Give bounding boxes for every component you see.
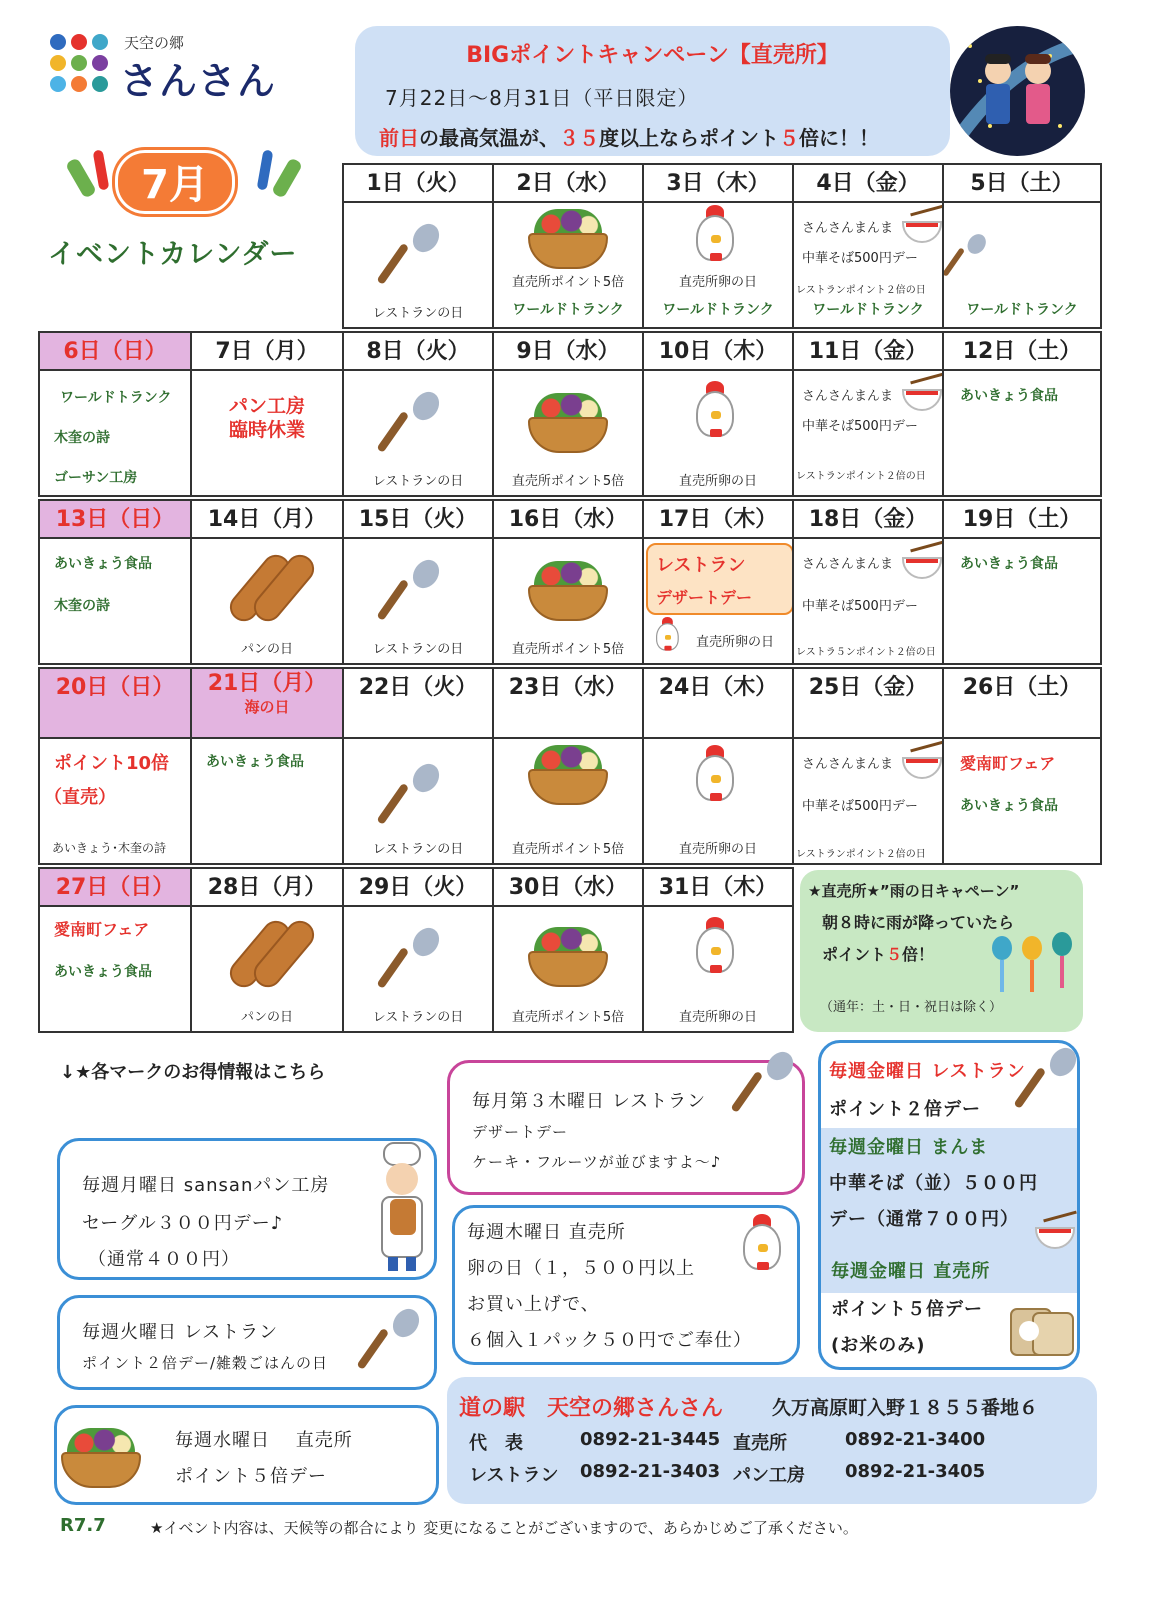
third-thursday-dessert-info: [447, 1060, 805, 1195]
logo-dot: [50, 55, 66, 71]
day-header: 8日（火）: [342, 331, 494, 371]
day-header: 25日（金）: [792, 667, 944, 739]
event-label: パンの日: [240, 1010, 293, 1025]
info-line: ポイント２倍デー/雑穀ごはんの日: [82, 1354, 329, 1372]
event-label: あいきょう食品: [960, 556, 1058, 572]
day-header: 31日（木）: [642, 867, 794, 907]
event-label: レストランポイント２倍の日: [796, 849, 926, 860]
day-cell-24: [642, 737, 794, 865]
event-label: ワールドトランク: [812, 302, 924, 318]
spoon-icon: [390, 559, 440, 629]
station-name: 道の駅 天空の郷さんさん: [459, 1396, 724, 1421]
day-header: 22日（火）: [342, 667, 494, 739]
tuesday-restaurant-info: [57, 1295, 437, 1390]
info-line: ６個入１パック５０円でご奉仕）: [467, 1330, 752, 1351]
event-label: あいきょう食品: [960, 798, 1058, 814]
event-label: あいきょう食品: [960, 388, 1058, 404]
campaign-cond-mid1: の最高気温が、: [419, 126, 559, 150]
event-label: 中華そば500円デー: [802, 799, 918, 814]
info-line: 卵の日（１，５００円以上: [467, 1258, 695, 1279]
event-label: 直売所ポイント5倍: [511, 842, 625, 857]
logo-dot: [71, 76, 87, 92]
day-header: 4日（金）: [792, 163, 944, 203]
info-line: 毎週火曜日 レストラン: [82, 1322, 279, 1343]
day-cell-25: [792, 737, 944, 865]
logo-dot: [71, 34, 87, 50]
big-point-campaign: [355, 26, 950, 156]
day-cell-28: [190, 905, 344, 1033]
event-label: レストラ５ンポイント２倍の日: [796, 647, 936, 658]
rain-line2: [822, 942, 934, 965]
ramen-bowl-icon: [1035, 1215, 1075, 1249]
day-header: 17日（木）: [642, 499, 794, 539]
chicken-icon: [686, 381, 742, 443]
day-cell-19: [942, 537, 1102, 665]
event-label: 木奎の詩: [54, 598, 110, 614]
event-label: 直売所ポイント5倍: [511, 642, 625, 657]
info-line: 毎週金曜日 直売所: [831, 1261, 991, 1282]
rain-line2-pre: ポイント: [822, 945, 887, 964]
logo-dot: [92, 76, 108, 92]
event-label: ワールドトランク: [966, 302, 1078, 318]
event-label: あいきょう食品: [206, 754, 304, 770]
event-label: さんさんまんま: [802, 757, 894, 772]
day-cell-1: [342, 201, 494, 329]
day-header: 24日（木）: [642, 667, 794, 739]
legend-heading: ↓★各マークのお得情報はこちら: [60, 1062, 326, 1083]
info-line: ケーキ・フルーツが並びますよ～♪: [472, 1153, 722, 1171]
info-line: 毎週月曜日 sansanパン工房: [82, 1175, 330, 1196]
event-label: レストランの日: [372, 842, 464, 857]
day-cell-30: [492, 905, 644, 1033]
info-line: お買い上げで、: [467, 1294, 600, 1315]
day-header: 11日（金）: [792, 331, 944, 371]
event-label: あいきょう食品: [54, 556, 152, 572]
day-header: 1日（火）: [342, 163, 494, 203]
logo-title: さんさん: [120, 59, 277, 103]
day-header: 26日（土）: [942, 667, 1102, 739]
info-line: セーグル３００円デー♪: [82, 1213, 284, 1234]
chicken-icon: [686, 917, 742, 979]
event-label: パンの日: [240, 642, 293, 657]
event-label: ワールドトランク: [512, 302, 624, 318]
wednesday-store-info: [54, 1405, 439, 1505]
event-label: ワールドトランク: [60, 390, 172, 406]
chicken-icon: [733, 1214, 789, 1276]
info-line: ポイント５倍デー: [175, 1466, 327, 1487]
event-label: ワールドトランク: [662, 302, 774, 318]
rice-bag-icon: [1007, 1301, 1077, 1357]
vegetable-basket-icon: [528, 393, 608, 455]
campaign-cond-mid2: 度以上ならポイント: [599, 126, 779, 150]
event-label: 直売所卵の日: [678, 474, 757, 489]
event-label: （直売）: [44, 787, 116, 808]
ramen-bowl-icon: [902, 745, 942, 779]
day-cell-21: [190, 737, 344, 865]
day-header: 20日（日）: [38, 667, 192, 739]
day-cell-27: [38, 905, 192, 1033]
event-label: レストランの日: [372, 1010, 464, 1025]
contact-phone[interactable]: 0892-21-3403: [580, 1461, 721, 1482]
campaign-cond-five: ５: [779, 126, 799, 150]
spoon-icon: [370, 1308, 420, 1378]
info-line: 毎月第３木曜日 レストラン: [472, 1091, 707, 1112]
event-label: 直売所ポイント5倍: [511, 474, 625, 489]
info-line: 毎週木曜日 直売所: [467, 1222, 626, 1243]
contact-phone[interactable]: 0892-21-3445: [580, 1429, 721, 1450]
day-header: 10日（木）: [642, 331, 794, 371]
day-header: 19日（土）: [942, 499, 1102, 539]
day-cell-15: [342, 537, 494, 665]
day-cell-12: [942, 369, 1102, 497]
spoon-icon: [744, 1051, 794, 1121]
logo: [50, 26, 290, 106]
day-header: 3日（木）: [642, 163, 794, 203]
event-label: 愛南町フェア: [54, 920, 150, 939]
event-label: さんさんまんま: [802, 221, 894, 236]
event-label: レストランの日: [372, 474, 464, 489]
month-badge: 7月: [115, 150, 235, 214]
day-header: 15日（火）: [342, 499, 494, 539]
day-header: 28日（月）: [190, 867, 344, 907]
spoon-icon: [390, 927, 440, 997]
day-header: 2日（水）: [492, 163, 644, 203]
day-header: 13日（日）: [38, 499, 192, 539]
event-label: 直売所卵の日: [678, 1010, 757, 1025]
version-label: R7.7: [60, 1515, 106, 1536]
event-label: 直売所ポイント5倍: [511, 275, 625, 290]
day-cell-26: [942, 737, 1102, 865]
event-label: 木奎の詩: [54, 430, 110, 446]
rain-day-campaign: [800, 870, 1083, 1032]
day-cell-9: [492, 369, 644, 497]
event-label: パン工房: [228, 395, 305, 417]
contact-label: レストラン: [469, 1465, 559, 1486]
spoon-icon: [390, 391, 440, 461]
day-cell-11: [792, 369, 944, 497]
ramen-bowl-icon: [902, 209, 942, 243]
tanabata-icon: [950, 26, 1085, 156]
day-header: 5日（土）: [942, 163, 1102, 203]
day-cell-10: [642, 369, 794, 497]
event-label: 直売所卵の日: [678, 842, 757, 857]
campaign-title: BIGポイントキャンペーン【直売所】: [466, 43, 839, 68]
day-cell-2: [492, 201, 644, 329]
day-header: 9日（水）: [492, 331, 644, 371]
spoon-icon: [1027, 1047, 1077, 1117]
logo-dots: [50, 34, 110, 96]
day-header: 7日（月）: [190, 331, 344, 371]
event-label: 直売所卵の日: [678, 275, 757, 290]
event-label: 直売所ポイント5倍: [511, 1010, 625, 1025]
tanabata-illustration: [950, 26, 1085, 156]
event-label: さんさんまんま: [802, 557, 894, 572]
info-line: (お米のみ): [831, 1335, 926, 1356]
day-cell-8: [342, 369, 494, 497]
day-header: 23日（水）: [492, 667, 644, 739]
campaign-cond-num: ３５: [559, 126, 599, 150]
ramen-bowl-icon: [902, 377, 942, 411]
thursday-egg-day-info: [452, 1205, 800, 1365]
campaign-condition: [379, 122, 879, 151]
bread-icon: [226, 549, 316, 621]
contact-label: 直売所: [733, 1433, 787, 1454]
logo-dot: [50, 34, 66, 50]
day-cell-31: [642, 905, 794, 1033]
logo-dot: [92, 55, 108, 71]
vegetable-basket-icon: [528, 561, 608, 623]
event-label: レストランの日: [372, 642, 464, 657]
event-label: レストランの日: [372, 306, 464, 321]
day-cell-23: [492, 737, 644, 865]
chicken-icon: [686, 745, 742, 807]
info-line: ポイント５倍デー: [831, 1299, 983, 1320]
day-cell-17: [642, 537, 794, 665]
event-label: レストランポイント２倍の日: [796, 285, 926, 296]
logo-dot: [92, 34, 108, 50]
event-label: 臨時休業: [228, 419, 305, 441]
ramen-bowl-icon: [902, 545, 942, 579]
spoon-icon: [390, 763, 440, 833]
day-cell-29: [342, 905, 494, 1033]
day-header: 30日（水）: [492, 867, 644, 907]
day-header: 27日（日）: [38, 867, 192, 907]
vegetable-basket-icon: [528, 927, 608, 989]
day-header: 18日（金）: [792, 499, 944, 539]
station-address: 久万高原町入野１８５５番地６: [772, 1397, 1039, 1419]
logo-subtitle: 天空の郷: [124, 34, 185, 52]
logo-dot: [50, 76, 66, 92]
contact-info: [447, 1377, 1097, 1504]
day-cell-16: [492, 537, 644, 665]
spoon-icon: [390, 223, 440, 293]
event-label: 中華そば500円デー: [802, 419, 918, 434]
event-label: あいきょう･木奎の詩: [52, 841, 167, 855]
event-label: レストランポイント２倍の日: [796, 471, 926, 482]
day-cell-7: [190, 369, 344, 497]
event-label: 中華そば500円デー: [802, 251, 918, 266]
monday-bakery-info: [57, 1138, 437, 1280]
contact-phone[interactable]: 0892-21-3405: [845, 1461, 986, 1482]
tanabata-decoration-icon: [990, 930, 1080, 1000]
spoon-icon: [952, 234, 987, 283]
day-cell-20: [38, 737, 192, 865]
info-line: （通常４００円）: [88, 1249, 240, 1270]
info-line: 毎週金曜日 まんま: [829, 1137, 989, 1158]
day-cell-18: [792, 537, 944, 665]
event-label: レストラン: [656, 555, 746, 576]
rain-line2-post: 倍！: [902, 945, 935, 964]
logo-dot: [71, 55, 87, 71]
event-label: 直売所卵の日: [696, 635, 775, 650]
day-cell-14: [190, 537, 344, 665]
holiday-label: 海の日: [244, 698, 290, 716]
contact-label: パン工房: [733, 1465, 805, 1486]
day-cell-3: [642, 201, 794, 329]
day-header: 16日（水）: [492, 499, 644, 539]
day-header-label: 21日（月）: [207, 671, 327, 696]
event-label: あいきょう食品: [54, 964, 152, 980]
event-label: デザートデー: [656, 588, 753, 607]
calendar-title: イベントカレンダー: [48, 239, 298, 270]
contact-label: 代 表: [469, 1433, 523, 1454]
info-line: ポイント２倍デー: [829, 1099, 981, 1120]
bread-icon: [226, 915, 316, 987]
info-line: 毎週水曜日 直売所: [175, 1430, 353, 1451]
rain-line1: 朝８時に雨が降っていたら: [822, 913, 1015, 932]
dessert-day-badge: [646, 543, 794, 615]
vegetable-basket-icon: [528, 209, 608, 271]
info-line: デー（通常７００円）: [829, 1209, 1019, 1230]
event-label: ゴーサン工房: [54, 470, 138, 486]
baker-icon: [370, 1141, 434, 1276]
day-header: 12日（土）: [942, 331, 1102, 371]
day-cell-6: [38, 369, 192, 497]
campaign-period: 7月22日～8月31日（平日限定）: [385, 86, 699, 110]
day-header-holiday: [190, 667, 344, 739]
vegetable-basket-icon: [528, 745, 608, 807]
day-header: 6日（日）: [38, 331, 192, 371]
vegetable-basket-icon: [61, 1428, 141, 1490]
day-cell-22: [342, 737, 494, 865]
info-line: デザートデー: [472, 1123, 569, 1141]
event-label: ポイント10倍: [54, 753, 170, 774]
day-cell-4: [792, 201, 944, 329]
rain-title: ★直売所★”雨の日キャペーン”: [808, 882, 1020, 900]
info-line: 毎週金曜日 レストラン: [829, 1061, 1026, 1082]
friday-info: [818, 1040, 1080, 1370]
campaign-cond-pre: 前日: [379, 126, 419, 150]
rain-note: （通年：土・日・祝日は除く）: [820, 1000, 1003, 1015]
day-cell-13: [38, 537, 192, 665]
day-cell-5: [942, 201, 1102, 329]
info-line: 中華そば（並）５００円: [829, 1173, 1038, 1194]
event-label: さんさんまんま: [802, 389, 894, 404]
contact-phone[interactable]: 0892-21-3400: [845, 1429, 986, 1450]
chicken-icon: [650, 617, 684, 654]
day-header: 14日（月）: [190, 499, 344, 539]
event-label: 愛南町フェア: [960, 754, 1056, 773]
day-header: 29日（火）: [342, 867, 494, 907]
chicken-icon: [686, 205, 742, 267]
rain-line2-num: ５: [886, 945, 903, 964]
event-label: 中華そば500円デー: [802, 599, 918, 614]
footer-note: ★イベント内容は、天候等の都合により 変更になることがございますので、あらかじめご了承ください。: [150, 1519, 858, 1537]
campaign-cond-post: 倍に！！: [799, 126, 879, 150]
